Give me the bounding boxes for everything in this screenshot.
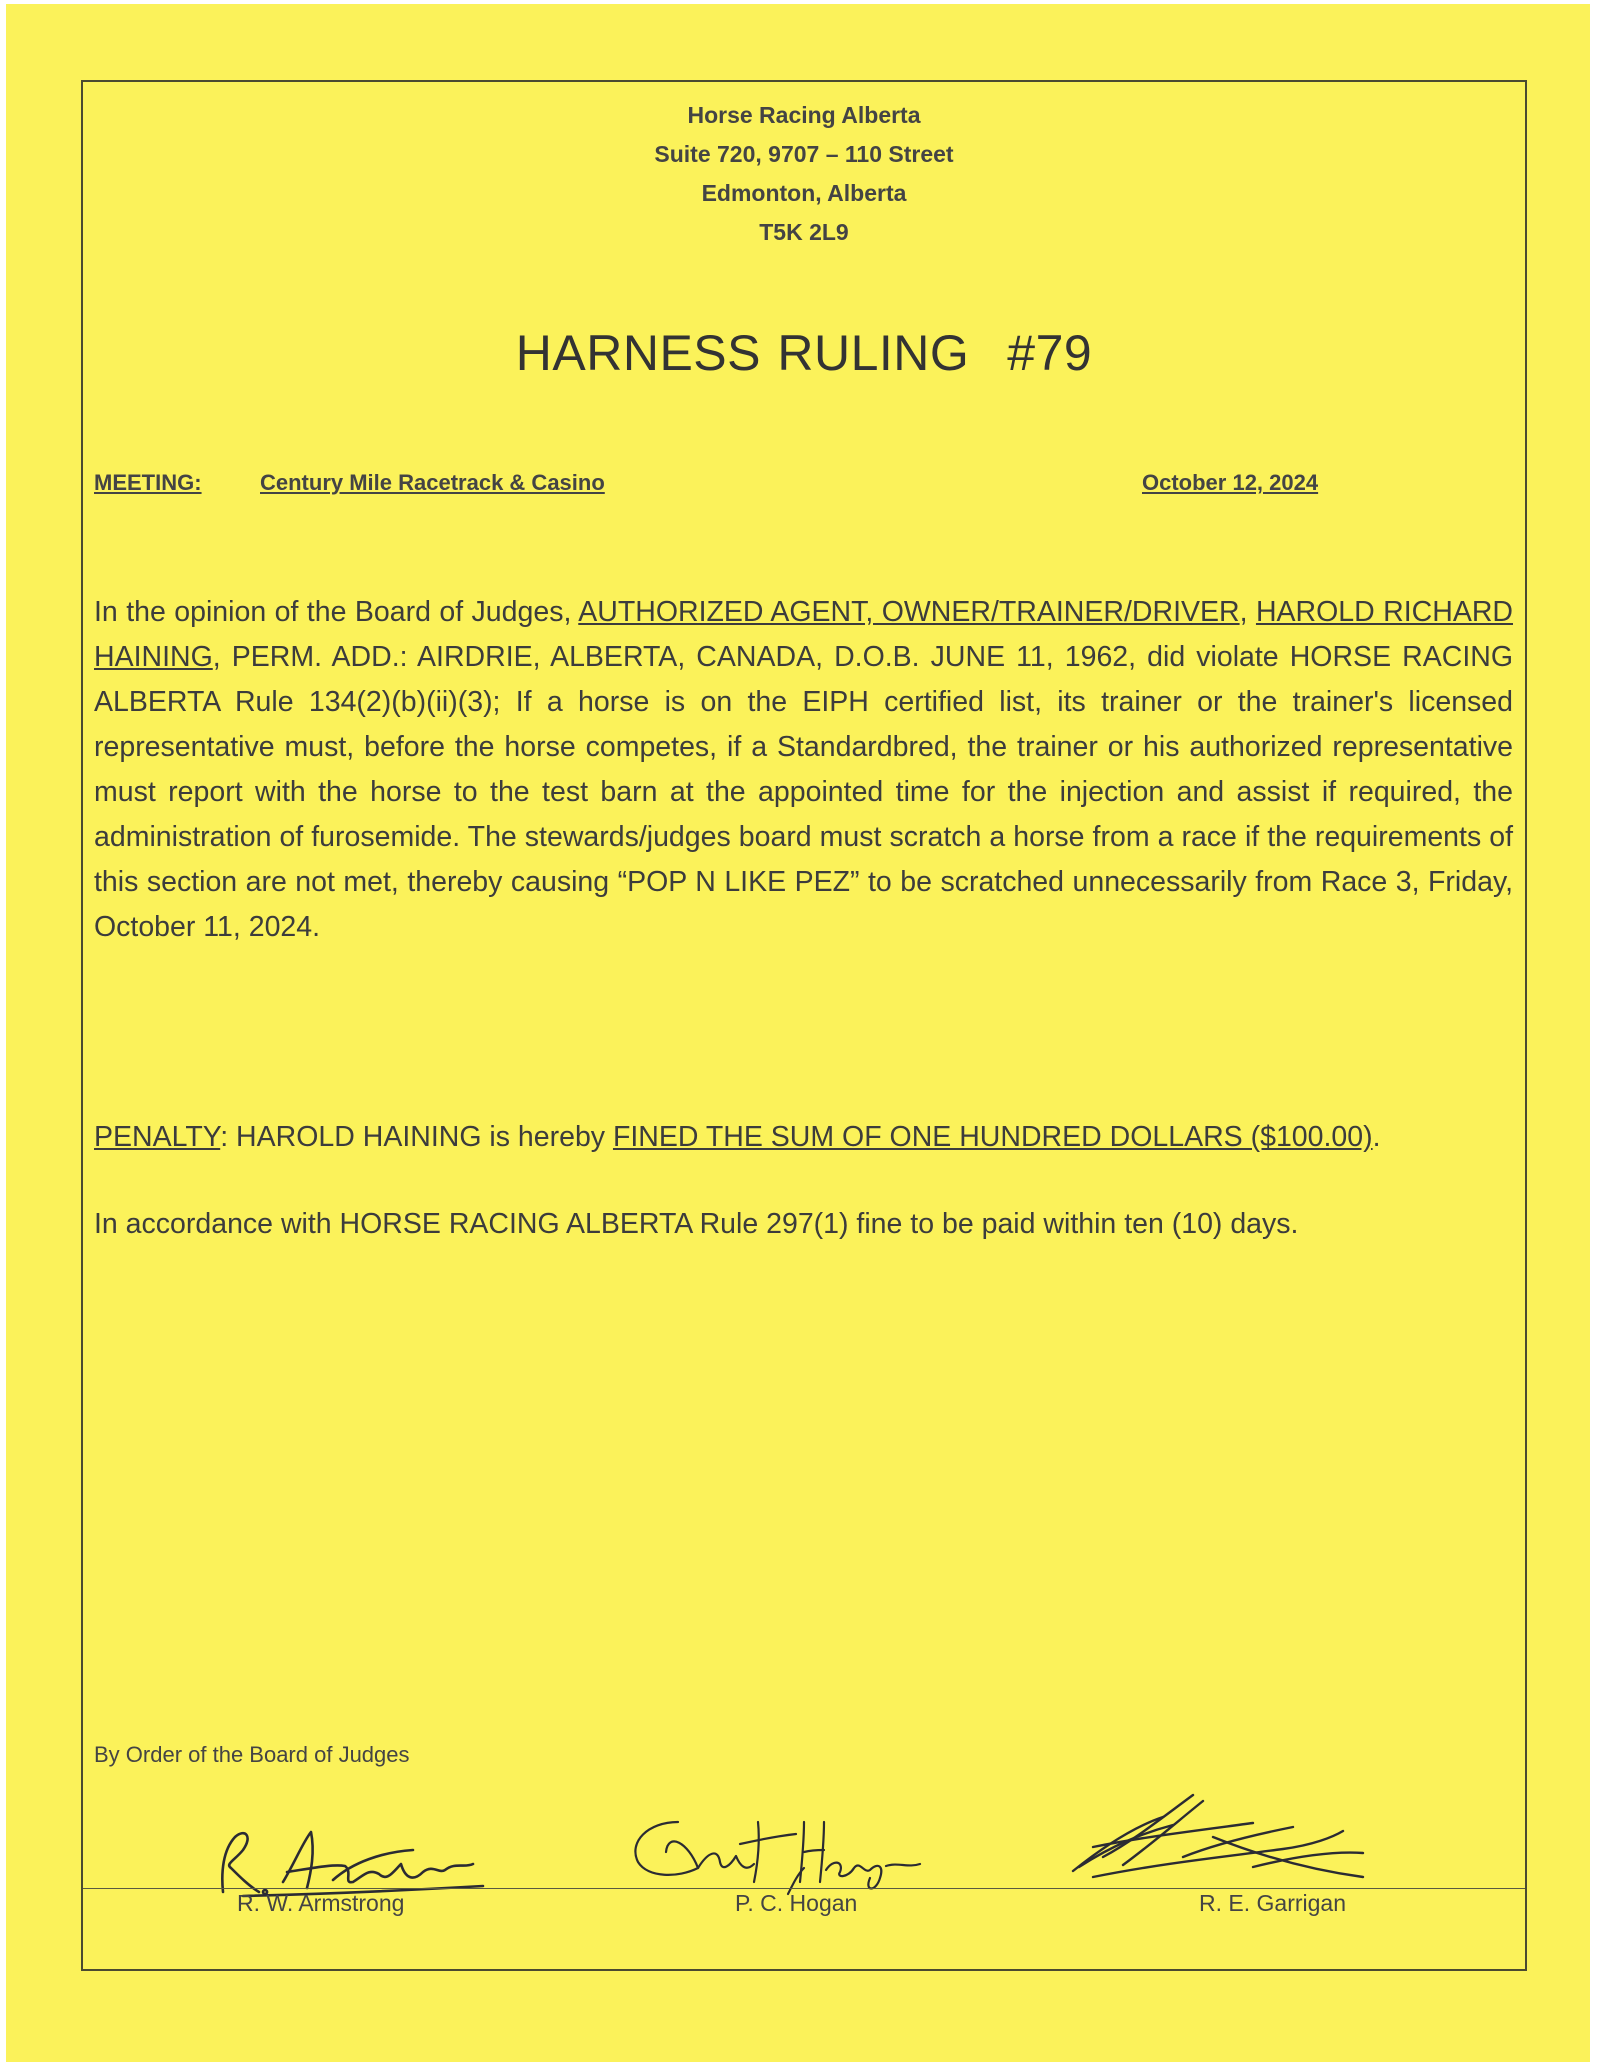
signature-hogan xyxy=(608,1782,968,1902)
document-border xyxy=(81,80,1527,1971)
ruling-paragraph xyxy=(94,590,1513,950)
org-postal-code: T5K 2L9 xyxy=(759,219,849,245)
licensee-role: AUTHORIZED AGENT, OWNER/TRAINER/DRIVER xyxy=(578,596,1240,628)
ruling-title xyxy=(83,324,1525,382)
penalty-end: . xyxy=(1372,1121,1381,1153)
org-address: Suite 720, 9707 – 110 Street xyxy=(654,141,954,167)
meeting-venue: Century Mile Racetrack & Casino xyxy=(260,470,605,495)
penalty-fine: FINED THE SUM OF ONE HUNDRED DOLLARS ($100.00) xyxy=(612,1121,1373,1153)
meeting-date: October 12, 2024 xyxy=(1142,470,1319,495)
ruling-paper xyxy=(6,4,1590,2062)
penalty-paragraph xyxy=(94,1115,1513,1160)
penalty-text: : HAROLD HAINING is hereby xyxy=(220,1121,613,1153)
ruling-number: #79 xyxy=(1007,325,1093,381)
payment-paragraph: In accordance with HORSE RACING ALBERTA Rule 297(1) fine to be paid within ten (10) days. xyxy=(94,1208,1299,1240)
licensee-name: HAROLD RICHARD HAINING xyxy=(94,596,1513,673)
meeting-label: MEETING: xyxy=(94,470,202,495)
signature-armstrong xyxy=(183,1802,513,1902)
ruling-intro: In the opinion of the Board of Judges, xyxy=(94,596,579,628)
by-order-caption: By Order of the Board of Judges xyxy=(94,1742,410,1767)
ruling-title-text: HARNESS RULING xyxy=(515,325,970,381)
signature-line xyxy=(83,1888,1525,1889)
org-city: Edmonton, Alberta xyxy=(701,180,907,206)
separator: , xyxy=(1239,596,1256,628)
signature-garrigan xyxy=(1063,1787,1423,1897)
judge-hogan-name: P. C. Hogan xyxy=(735,1890,858,1916)
org-name: Horse Racing Alberta xyxy=(687,102,921,128)
judge-garrigan-name: R. E. Garrigan xyxy=(1199,1890,1346,1916)
ruling-details: , PERM. ADD.: AIRDRIE, ALBERTA, CANADA, D.O.B. JUNE 11, 1962, did violate HORSE RACING ALBERTA Rule 134(2)(b)(ii)(3); If a horse is on the EIPH certified list, its trainer or the trainer's licensed representative must, before the horse competes, if a Standardbred, the trainer or his authorized representative must report with the horse to the test barn at the appointed time for the injection and assist if required, the administration of furosemide. The stewards/judges board must scratch a horse from a race if the requirements of this section are not met, thereby causing “POP N LIKE PEZ” to be scratched unnecessarily from Race 3, Friday, October 11, 2024. xyxy=(94,641,1513,943)
judge-armstrong-name: R. W. Armstrong xyxy=(237,1890,405,1916)
letterhead xyxy=(83,96,1525,252)
penalty-label: PENALTY xyxy=(94,1121,221,1153)
